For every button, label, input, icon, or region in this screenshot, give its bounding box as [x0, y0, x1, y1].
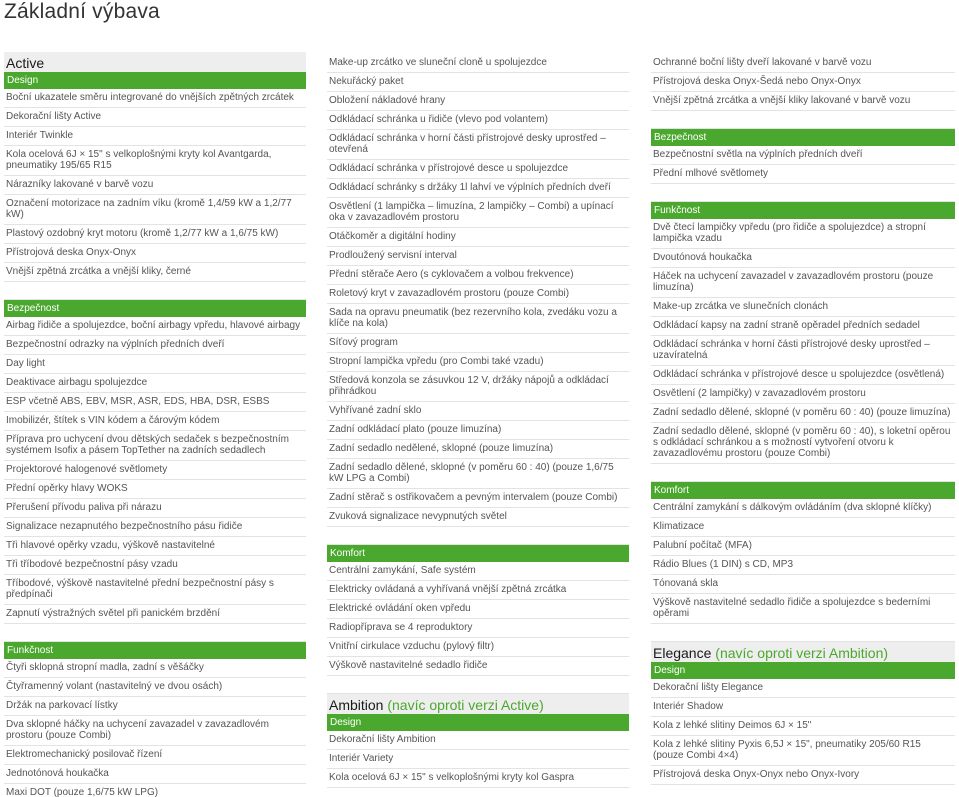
feature-item: Dekorační lišty Active — [4, 108, 306, 127]
feature-item: ESP včetně ABS, EBV, MSR, ASR, EDS, HBA, DSR, ESBS — [4, 393, 306, 412]
feature-item: Signalizace nezapnutého bezpečnostního pásu řidiče — [4, 518, 306, 537]
feature-item: Dvoutónová houkačka — [651, 249, 955, 268]
feature-item: Interiér Shadow — [651, 698, 955, 717]
feature-list — [4, 659, 306, 797]
feature-item: Odkládací schránka v horní části přístrojové desky uprostřed – uzavíratelná — [651, 336, 955, 366]
feature-item: Zadní sedadlo dělené, sklopné (v poměru 60 : 40) (pouze limuzína) — [651, 404, 955, 423]
feature-item: Roletový kryt v zavazadlovém prostoru (pouze Combi) — [327, 285, 629, 304]
feature-item: Tříbodové, výškově nastavitelné přední bezpečnostní pásy s předpínači — [4, 575, 306, 605]
feature-item: Tři hlavové opěrky vzadu, výškově nastavitelné — [4, 537, 306, 556]
feature-item: Vnitřní cirkulace vzduchu (pylový filtr) — [327, 638, 629, 657]
feature-item: Přístrojová deska Onyx-Šedá nebo Onyx-Onyx — [651, 73, 955, 92]
section-heading-function: Funkčnost — [651, 202, 955, 219]
feature-item: Přední opěrky hlavy WOKS — [4, 480, 306, 499]
package-heading-elegance: Elegance (navíc oproti verzi Ambition) — [651, 642, 955, 662]
feature-item: Výškově nastavitelné sedadlo řidiče a spolujezdce s bederními opěrami — [651, 594, 955, 624]
spacer — [651, 624, 955, 642]
feature-item: Tři tříbodové bezpečnostní pásy vzadu — [4, 556, 306, 575]
spacer — [327, 527, 629, 545]
feature-item: Dva sklopné háčky na uchycení zavazadel v zavazadlovém prostoru (pouze Combi) — [4, 716, 306, 746]
feature-item: Radiopříprava se 4 reproduktory — [327, 619, 629, 638]
section-heading-function: Funkčnost — [4, 642, 306, 659]
feature-item: Interiér Twinkle — [4, 127, 306, 146]
feature-item: Čtyřramenný volant (nastavitelný ve dvou osách) — [4, 678, 306, 697]
spacer — [4, 624, 306, 642]
feature-item: Palubní počítač (MFA) — [651, 537, 955, 556]
feature-item: Deaktivace airbagu spolujezdce — [4, 374, 306, 393]
feature-item: Make-up zrcátko ve sluneční cloně u spolujezdce — [327, 54, 629, 73]
feature-item: Imobilizér, štítek s VIN kódem a čárovým kódem — [4, 412, 306, 431]
feature-item: Dekorační lišty Elegance — [651, 679, 955, 698]
feature-item: Osvětlení (1 lampička – limuzína, 2 lampičky – Combi) a upínací oka v zavazadlovém prostoru — [327, 198, 629, 228]
feature-list — [651, 54, 955, 111]
package-heading-active: Active — [4, 52, 306, 72]
feature-item: Interiér Variety — [327, 750, 629, 769]
feature-item: Odkládací schránka v přístrojové desce u spolujezdce (osvětlená) — [651, 366, 955, 385]
feature-item: Elektricky ovládaná a vyhřívaná vnější zpětná zrcátka — [327, 581, 629, 600]
page-title: Základní výbava — [4, 0, 160, 23]
feature-list — [327, 54, 629, 527]
section-heading-design: Design — [4, 72, 306, 89]
feature-item: Nárazníky lakované v barvě vozu — [4, 176, 306, 195]
feature-item: Centrální zamykání, Safe systém — [327, 562, 629, 581]
feature-list — [327, 731, 629, 788]
feature-item: Zapnutí výstražných světel při panickém brzdění — [4, 605, 306, 624]
feature-item: Přerušení přívodu paliva při nárazu — [4, 499, 306, 518]
feature-item: Tónovaná skla — [651, 575, 955, 594]
feature-list — [651, 679, 955, 785]
feature-item: Jednotónová houkačka — [4, 765, 306, 784]
feature-item: Elektrické ovládání oken vpředu — [327, 600, 629, 619]
feature-item: Make-up zrcátka ve slunečních clonách — [651, 298, 955, 317]
section-heading-safety: Bezpečnost — [4, 300, 306, 317]
feature-item: Čtyři sklopná stropní madla, zadní s věšáčky — [4, 659, 306, 678]
feature-item: Označení motorizace na zadním víku (kromě 1,4/59 kW a 1,2/77 kW) — [4, 195, 306, 225]
feature-item: Stropní lampička vpředu (pro Combi také vzadu) — [327, 353, 629, 372]
feature-item: Zadní stěrač s ostřikovačem a pevným intervalem (pouze Combi) — [327, 489, 629, 508]
section-heading-design: Design — [327, 714, 629, 731]
feature-item: Příprava pro uchycení dvou dětských sedaček s bezpečnostním systémem Isofix a pásem TopTether na zadních sedadlech — [4, 431, 306, 461]
feature-item: Plastový ozdobný kryt motoru (kromě 1,2/77 kW a 1,6/75 kW) — [4, 225, 306, 244]
spacer — [651, 111, 955, 129]
feature-item: Projektorové halogenové světlomety — [4, 461, 306, 480]
feature-item: Nekuřácký paket — [327, 73, 629, 92]
spacer — [651, 464, 955, 482]
feature-item: Prodloužený servisní interval — [327, 247, 629, 266]
feature-item: Odkládací schránka v přístrojové desce u spolujezdce — [327, 160, 629, 179]
feature-item: Vyhřívané zadní sklo — [327, 402, 629, 421]
feature-list — [327, 562, 629, 676]
feature-item: Ochranné boční lišty dveří lakované v barvě vozu — [651, 54, 955, 73]
package-heading-ambition: Ambition (navíc oproti verzi Active) — [327, 694, 629, 714]
feature-item: Odkládací schránky s držáky 1l lahví ve výplních předních dveří — [327, 179, 629, 198]
feature-item: Přístrojová deska Onyx-Onyx — [4, 244, 306, 263]
feature-item: Sada na opravu pneumatik (bez rezervního kola, zvedáku vozu a klíče na kola) — [327, 304, 629, 334]
feature-item: Rádio Blues (1 DIN) s CD, MP3 — [651, 556, 955, 575]
section-heading-comfort: Komfort — [651, 482, 955, 499]
feature-item: Bezpečnostní odrazky na výplních předních dveří — [4, 336, 306, 355]
feature-item: Odkládací schránka v horní části přístrojové desky uprostřed – otevřená — [327, 130, 629, 160]
feature-list — [651, 499, 955, 624]
feature-item: Kola z lehké slitiny Deimos 6J × 15" — [651, 717, 955, 736]
spacer — [327, 676, 629, 694]
feature-list — [4, 317, 306, 624]
feature-item: Bezpečnostní světla na výplních předních dveří — [651, 146, 955, 165]
feature-item: Držák na parkovací lístky — [4, 697, 306, 716]
section-heading-safety: Bezpečnost — [651, 129, 955, 146]
feature-item: Elektromechanický posilovač řízení — [4, 746, 306, 765]
feature-item: Obložení nákladové hrany — [327, 92, 629, 111]
feature-item: Day light — [4, 355, 306, 374]
feature-item: Zvuková signalizace nevypnutých světel — [327, 508, 629, 527]
feature-list — [651, 219, 955, 464]
feature-item: Odkládací schránka u řidiče (vlevo pod volantem) — [327, 111, 629, 130]
column-1 — [4, 52, 306, 797]
feature-item: Osvětlení (2 lampičky) v zavazadlovém prostoru — [651, 385, 955, 404]
column-2 — [327, 54, 629, 788]
feature-item: Kola z lehké slitiny Pyxis 6,5J × 15", pneumatiky 205/60 R15 (pouze Combi 4×4) — [651, 736, 955, 766]
spacer — [4, 282, 306, 300]
spacer — [651, 184, 955, 202]
feature-item: Síťový program — [327, 334, 629, 353]
feature-item: Přístrojová deska Onyx-Onyx nebo Onyx-Ivory — [651, 766, 955, 785]
feature-item: Zadní sedadlo dělené, sklopné (v poměru 60 : 40), s loketní opěrou s odkládací schránkou a s možností vytvoření otvoru k zavazadlovému prostoru (pouze Combi) — [651, 423, 955, 464]
feature-item: Vnější zpětná zrcátka a vnější kliky lakované v barvě vozu — [651, 92, 955, 111]
feature-item: Přední mlhové světlomety — [651, 165, 955, 184]
feature-item: Středová konzola se zásuvkou 12 V, držáky nápojů a odkládací přihrádkou — [327, 372, 629, 402]
feature-item: Maxi DOT (pouze 1,6/75 kW LPG) — [4, 784, 306, 797]
feature-item: Kola ocelová 6J × 15" s velkoplošnými kryty kol Gaspra — [327, 769, 629, 788]
feature-item: Vnější zpětná zrcátka a vnější kliky, černé — [4, 263, 306, 282]
feature-item: Centrální zamykání s dálkovým ovládáním (dva sklopné klíčky) — [651, 499, 955, 518]
feature-item: Přední stěrače Aero (s cyklovačem a volbou frekvence) — [327, 266, 629, 285]
feature-list — [4, 89, 306, 282]
feature-item: Odkládací kapsy na zadní straně opěradel předních sedadel — [651, 317, 955, 336]
feature-item: Dekorační lišty Ambition — [327, 731, 629, 750]
section-heading-comfort: Komfort — [327, 545, 629, 562]
feature-item: Zadní sedadlo nedělené, sklopné (pouze limuzína) — [327, 440, 629, 459]
column-3 — [651, 54, 955, 785]
feature-list — [651, 146, 955, 184]
feature-item: Boční ukazatele směru integrované do vnějších zpětných zrcátek — [4, 89, 306, 108]
feature-item: Výškově nastavitelné sedadlo řidiče — [327, 657, 629, 676]
feature-item: Zadní sedadlo dělené, sklopné (v poměru 60 : 40) (pouze 1,6/75 kW LPG a Combi) — [327, 459, 629, 489]
feature-item: Háček na uchycení zavazadel v zavazadlovém prostoru (pouze limuzína) — [651, 268, 955, 298]
feature-item: Airbag řidiče a spolujezdce, boční airbagy vpředu, hlavové airbagy — [4, 317, 306, 336]
feature-item: Dvě čtecí lampičky vpředu (pro řidiče a spolujezdce) a stropní lampička vzadu — [651, 219, 955, 249]
feature-item: Klimatizace — [651, 518, 955, 537]
feature-item: Kola ocelová 6J × 15" s velkoplošnými kryty kol Avantgarda, pneumatiky 195/65 R15 — [4, 146, 306, 176]
section-heading-design: Design — [651, 662, 955, 679]
feature-item: Otáčkoměr a digitální hodiny — [327, 228, 629, 247]
feature-item: Zadní odkládací plato (pouze limuzína) — [327, 421, 629, 440]
